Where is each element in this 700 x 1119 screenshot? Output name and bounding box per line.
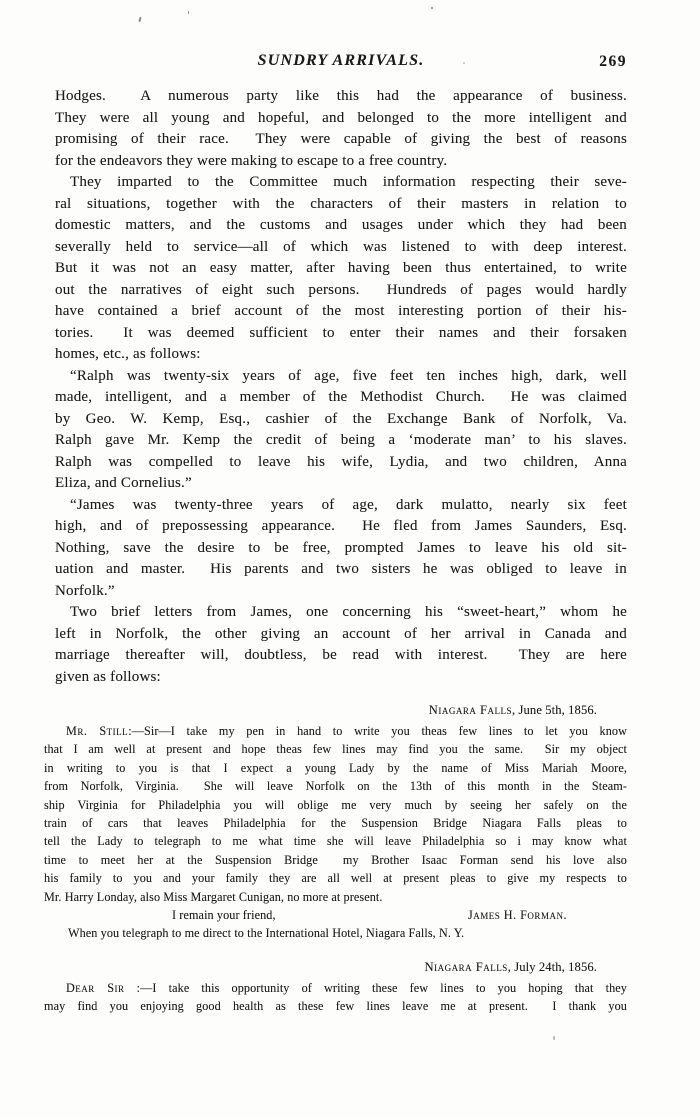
letter-closing — [44, 906, 627, 924]
letters — [44, 700, 627, 1015]
letter-line: train of cars that leaves Philadelphia for the Suspension Bridge Niagara Falls pleas to — [44, 815, 627, 830]
letter-line: in writing to you is that I expect a young Lady by the name of Miss Mariah Moore, — [44, 760, 627, 775]
letter-line: Dear Sir :—I take this opportunity of writing these few lines to you hoping that they — [66, 980, 627, 995]
dateline-place: Niagara Falls — [424, 959, 508, 974]
body-line: “James was twenty-three years of age, dark mulatto, nearly six feet — [70, 496, 627, 513]
body-line: by Geo. W. Kemp, Esq., cashier of the Exchange Bank of Norfolk, Va. — [55, 410, 627, 427]
dateline-place: Niagara Falls — [428, 703, 513, 717]
letter-dateline: Niagara Falls, July 24th, 1856. — [424, 959, 597, 974]
body-line: tories. It was deemed sufficient to enter their names and their forsaken — [55, 324, 627, 341]
body-line: for the endeavors they were making to escape to a free country. — [55, 152, 448, 169]
body-line: ral situations, together with the characters of their masters in relation to — [55, 195, 627, 212]
body-line: have contained a brief account of the most interesting portion of their his- — [55, 303, 627, 319]
page-header — [55, 52, 627, 72]
running-title: SUNDRY ARRIVALS. — [257, 52, 425, 69]
body-line: They imparted to the Committee much information respecting their seve- — [70, 174, 627, 190]
body-text — [55, 86, 627, 688]
body-line: severally held to service—all of which was listened to with deep interest. — [55, 238, 627, 255]
body-line: Hodges. A numerous party like this had the appearance of business. — [55, 88, 627, 104]
letter-dateline: Niagara Falls, June 5th, 1856. — [428, 703, 597, 717]
letter-line: time to meet her at the Suspension Bridge my Brother Isaac Forman send his love also — [44, 852, 627, 867]
body-line: “Ralph was twenty-six years of age, five feet ten inches high, dark, well — [70, 367, 627, 384]
body-line: marriage thereafter will, doubtless, be read with interest. They are here — [55, 647, 627, 663]
closing-salutation: I remain your friend, — [172, 907, 276, 922]
letter — [44, 700, 627, 943]
scan-speck — [138, 17, 141, 22]
body-line: homes, etc., as follows: — [55, 346, 201, 362]
body-line: Ralph gave Mr. Kemp the credit of being a ‘moderate man’ to his slaves. — [55, 432, 627, 448]
page-number: 269 — [599, 53, 627, 70]
body-line: Two brief letters from James, one concerning his “sweet-heart,” whom he — [70, 604, 627, 620]
body-line: Eliza, and Cornelius.” — [55, 475, 192, 491]
letter-salutation-name: Mr. Still — [66, 724, 129, 738]
letter-postscript: When you telegraph to me direct to the International Hotel, Niagara Falls, N. Y. — [68, 926, 465, 941]
letter — [44, 957, 627, 1016]
body-line: domestic matters, and the customs and usages under which they had been — [55, 217, 627, 233]
body-line: promising of their race. They were capable of giving the best of reasons — [55, 131, 627, 147]
body-line: given as follows: — [55, 668, 161, 685]
scan-speck — [553, 1036, 555, 1040]
letter-line: ship Virginia for Philadelphia you will oblige me very much by seeing her safely on the — [44, 797, 627, 812]
scan-speck — [188, 11, 189, 14]
letter-line: may find you enjoying good health as these few lines leave me at present. I thank you — [44, 999, 627, 1014]
letter-line: Mr. Harry Londay, also Miss Margaret Cunigan, no more at present. — [44, 889, 383, 904]
body-line: Nothing, save the desire to be free, prompted James to leave his old sit- — [55, 539, 627, 556]
body-line: left in Norfolk, the other giving an account of her arrival in Canada and — [55, 625, 627, 642]
letter-salutation-name: Dear Sir — [66, 980, 125, 995]
body-line: out the narratives of eight such persons. Hundreds of pages would hardly — [55, 281, 627, 298]
body-line: They were all young and hopeful, and belonged to the more intelligent and — [55, 109, 627, 126]
body-line: But it was not an easy matter, after having been thus entertained, to write — [55, 260, 627, 276]
letter-line: from Norfolk, Virginia. She will leave Norfolk on the 13th of this month in the Steam- — [44, 779, 627, 794]
letter-line: tell the Lady to telegraph to me what time she will leave Philadelphia so i may know what — [44, 834, 627, 849]
closing-signature: James H. Forman. — [467, 907, 567, 922]
letter-line: his family to you and your family they are all well at present pleas to give my respects to — [44, 871, 627, 886]
body-line: high, and of prepossessing appearance. He fled from James Saunders, Esq. — [55, 518, 627, 534]
body-line: made, intelligent, and a member of the Methodist Church. He was claimed — [55, 389, 627, 405]
scan-speck — [431, 7, 433, 9]
body-line: uation and master. His parents and two sisters he was obliged to leave in — [55, 561, 627, 577]
letter-line: Mr. Still:—Sir—I take my pen in hand to write you theas few lines to let you know — [66, 724, 627, 738]
body-line: Ralph was compelled to leave his wife, Lydia, and two children, Anna — [55, 453, 627, 470]
letter-line: that I am well at present and hope theas few lines may find you the same. Sir my object — [44, 742, 627, 757]
body-line: Norfolk.” — [55, 582, 115, 599]
